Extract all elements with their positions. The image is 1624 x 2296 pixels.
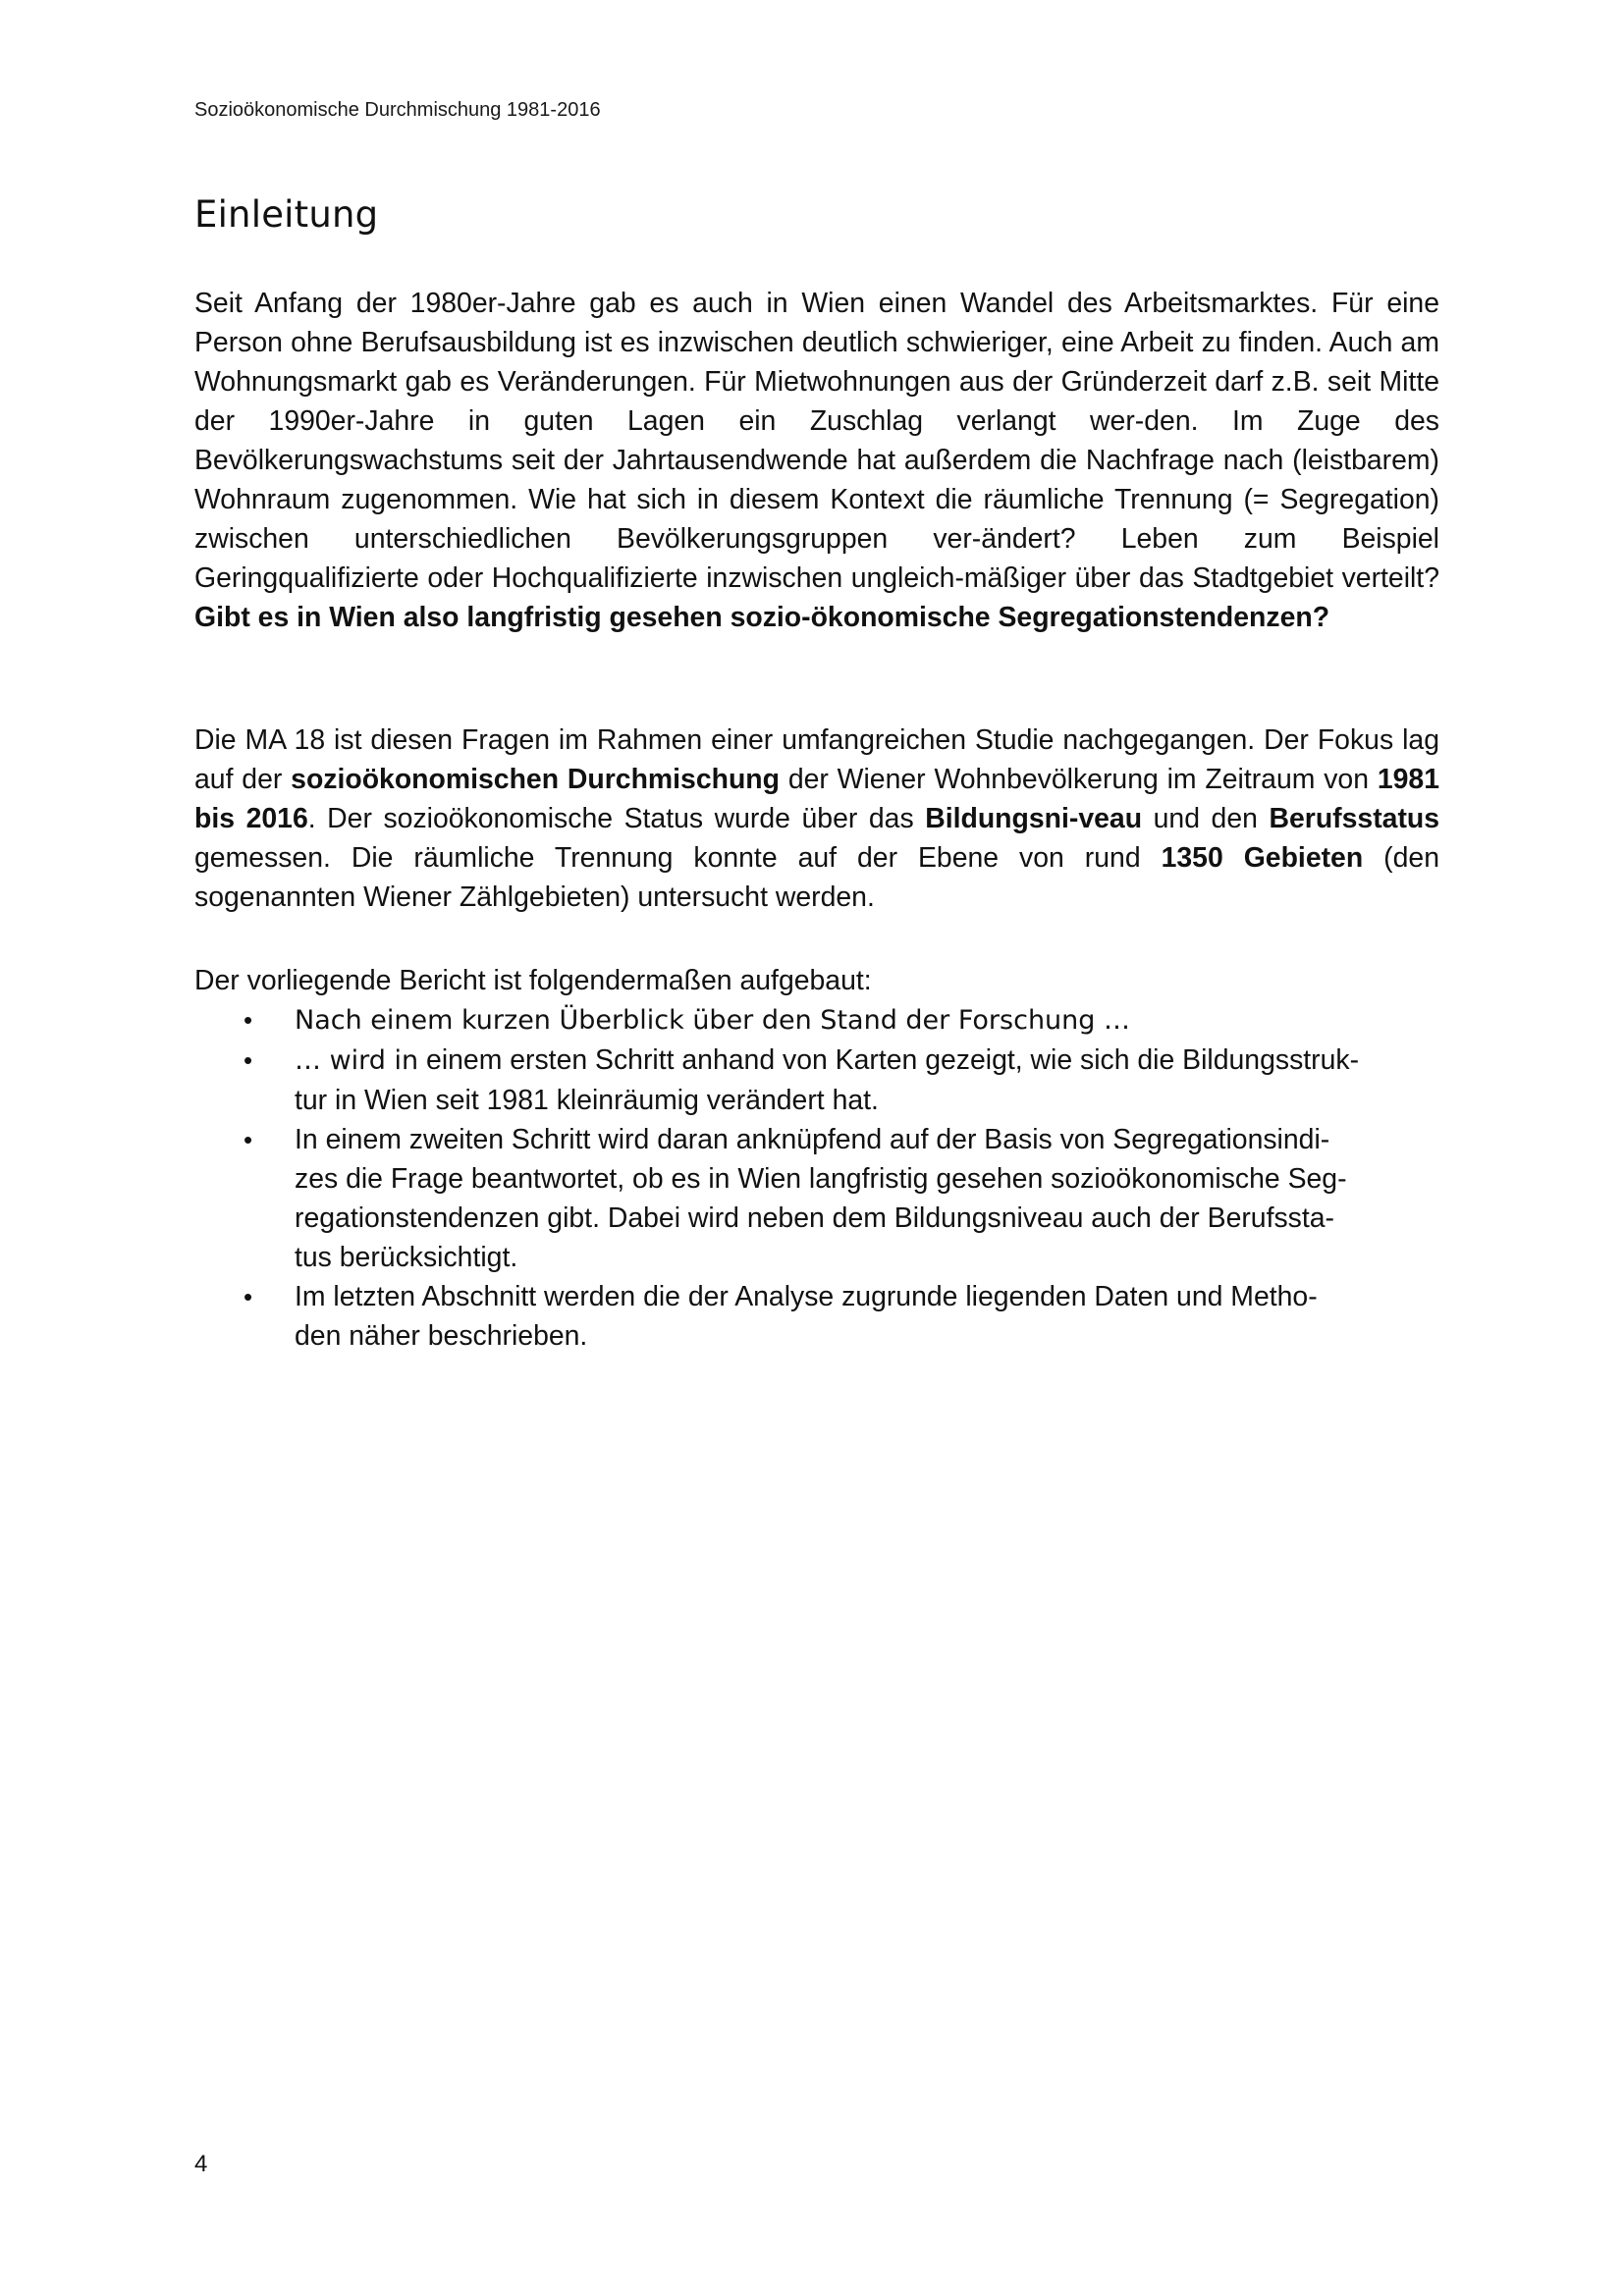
list-item-text: [295, 1281, 1318, 1352]
bold-term: sozioökonomischen Durchmischung: [291, 764, 780, 795]
text-line: den. Im Zuge des Bevölkerungswachstums seit der Jahrtausendwende hat außerdem die: [194, 405, 1439, 476]
bullet-icon: •: [244, 1045, 253, 1075]
bullet-icon: •: [244, 1125, 253, 1154]
text-line: ändert? Leben zum Beispiel Geringqualifizierte oder Hochqualifizierte inzwischen ungleich-: [194, 523, 1439, 594]
list-item: [194, 1041, 1439, 1120]
text-line: mäßiger über das Stadtgebiet verteilt?: [963, 562, 1439, 594]
bold-term: veau: [1078, 803, 1143, 834]
text-run: und den: [1153, 803, 1258, 834]
text-run: einem ersten Schritt anhand von Karten gezeigt, wie sich die Bildungsstruk-: [426, 1044, 1360, 1076]
key-question-cont: ökonomische Segregationstendenzen?: [810, 602, 1330, 633]
bold-term: Berufsstatus: [1269, 803, 1440, 834]
text-line: eine Person ohne Berufsausbildung ist es inzwischen deutlich schwieriger, eine Arbeit zu: [194, 288, 1439, 358]
list-item-text: [295, 1124, 1347, 1273]
text-run: Im letzten Abschnitt werden die der Analyse zugrunde liegenden Daten und Metho-: [295, 1281, 1318, 1312]
text-run: der Wiener Wohnbevölkerung im Zeitraum von: [787, 764, 1369, 795]
text-run: gemessen. Die räumliche Trennung konnte auf der Ebene von rund: [194, 842, 1141, 874]
text-run: . Der sozioökonomische Status wurde über das: [307, 803, 914, 834]
text-line: Seit Anfang der 1980er-Jahre gab es auch in Wien einen Wandel des Arbeitsmarktes. Für: [194, 288, 1374, 319]
text-run: Die MA 18 ist diesen Fragen im Rahmen einer umfangreichen Studie nachgegangen. Der Fokus lag auf der: [194, 724, 1439, 795]
list-item-text: [295, 1044, 1359, 1116]
bullet-icon: •: [244, 1005, 253, 1035]
list-item-text: Nach einem kurzen Überblick über den Stand der Forschung …: [295, 1005, 1131, 1036]
running-header: Sozioökonomische Durchmischung 1981-2016: [194, 99, 601, 121]
bold-term: Bildungsni-: [925, 803, 1079, 834]
list-item: [194, 1277, 1439, 1356]
bold-term: 1981 bis 2016: [194, 764, 1439, 834]
text-run: den näher beschrieben.: [295, 1320, 588, 1352]
structure-intro: [194, 961, 1439, 1000]
section-heading: Einleitung: [194, 193, 379, 236]
bullet-icon: •: [244, 1282, 253, 1311]
text-run: In einem zweiten Schritt wird daran anknüpfend auf der Basis von Segregationsindi-: [295, 1124, 1330, 1155]
text-run: zes die Frage beantwortet, ob es in Wien langfristig gesehen sozioökonomische Seg-: [295, 1163, 1347, 1195]
report-structure-list: [194, 1000, 1439, 1356]
structure-intro-text: Der vorliegende Bericht ist folgendermaßen aufgebaut:: [194, 965, 872, 996]
text-run: (den sogenannten Wiener Zählgebieten) untersucht werden.: [194, 842, 1439, 913]
text-run: tus berücksichtigt.: [295, 1242, 518, 1273]
study-paragraph: [194, 721, 1439, 917]
bold-term: 1350 Gebieten: [1161, 842, 1364, 874]
intro-paragraph: [194, 284, 1439, 637]
list-item: [194, 1000, 1439, 1041]
text-line: Gründerzeit darf z.B. seit Mitte der 1990er-Jahre in guten Lagen ein Zuschlag verlangt wer-: [194, 366, 1439, 437]
text-run: tur in Wien seit 1981 kleinräumig verändert hat.: [295, 1085, 879, 1116]
text-line: finden. Auch am Wohnungsmarkt gab es Veränderungen. Für Mietwohnungen aus der: [194, 327, 1439, 398]
text-line: räumliche Trennung (= Segregation) zwischen unterschiedlichen Bevölkerungsgruppen ver-: [194, 484, 1440, 555]
key-question: Gibt es in Wien also langfristig gesehen sozio-: [194, 602, 811, 633]
text-run: regationstendenzen gibt. Dabei wird neben dem Bildungsniveau auch der Berufssta-: [295, 1202, 1335, 1234]
text-line: Nachfrage nach (leistbarem) Wohnraum zugenommen. Wie hat sich in diesem Kontext die: [194, 445, 1439, 515]
page-number: 4: [194, 2151, 208, 2177]
list-item: [194, 1120, 1439, 1277]
text-run: … wird in: [295, 1045, 419, 1076]
